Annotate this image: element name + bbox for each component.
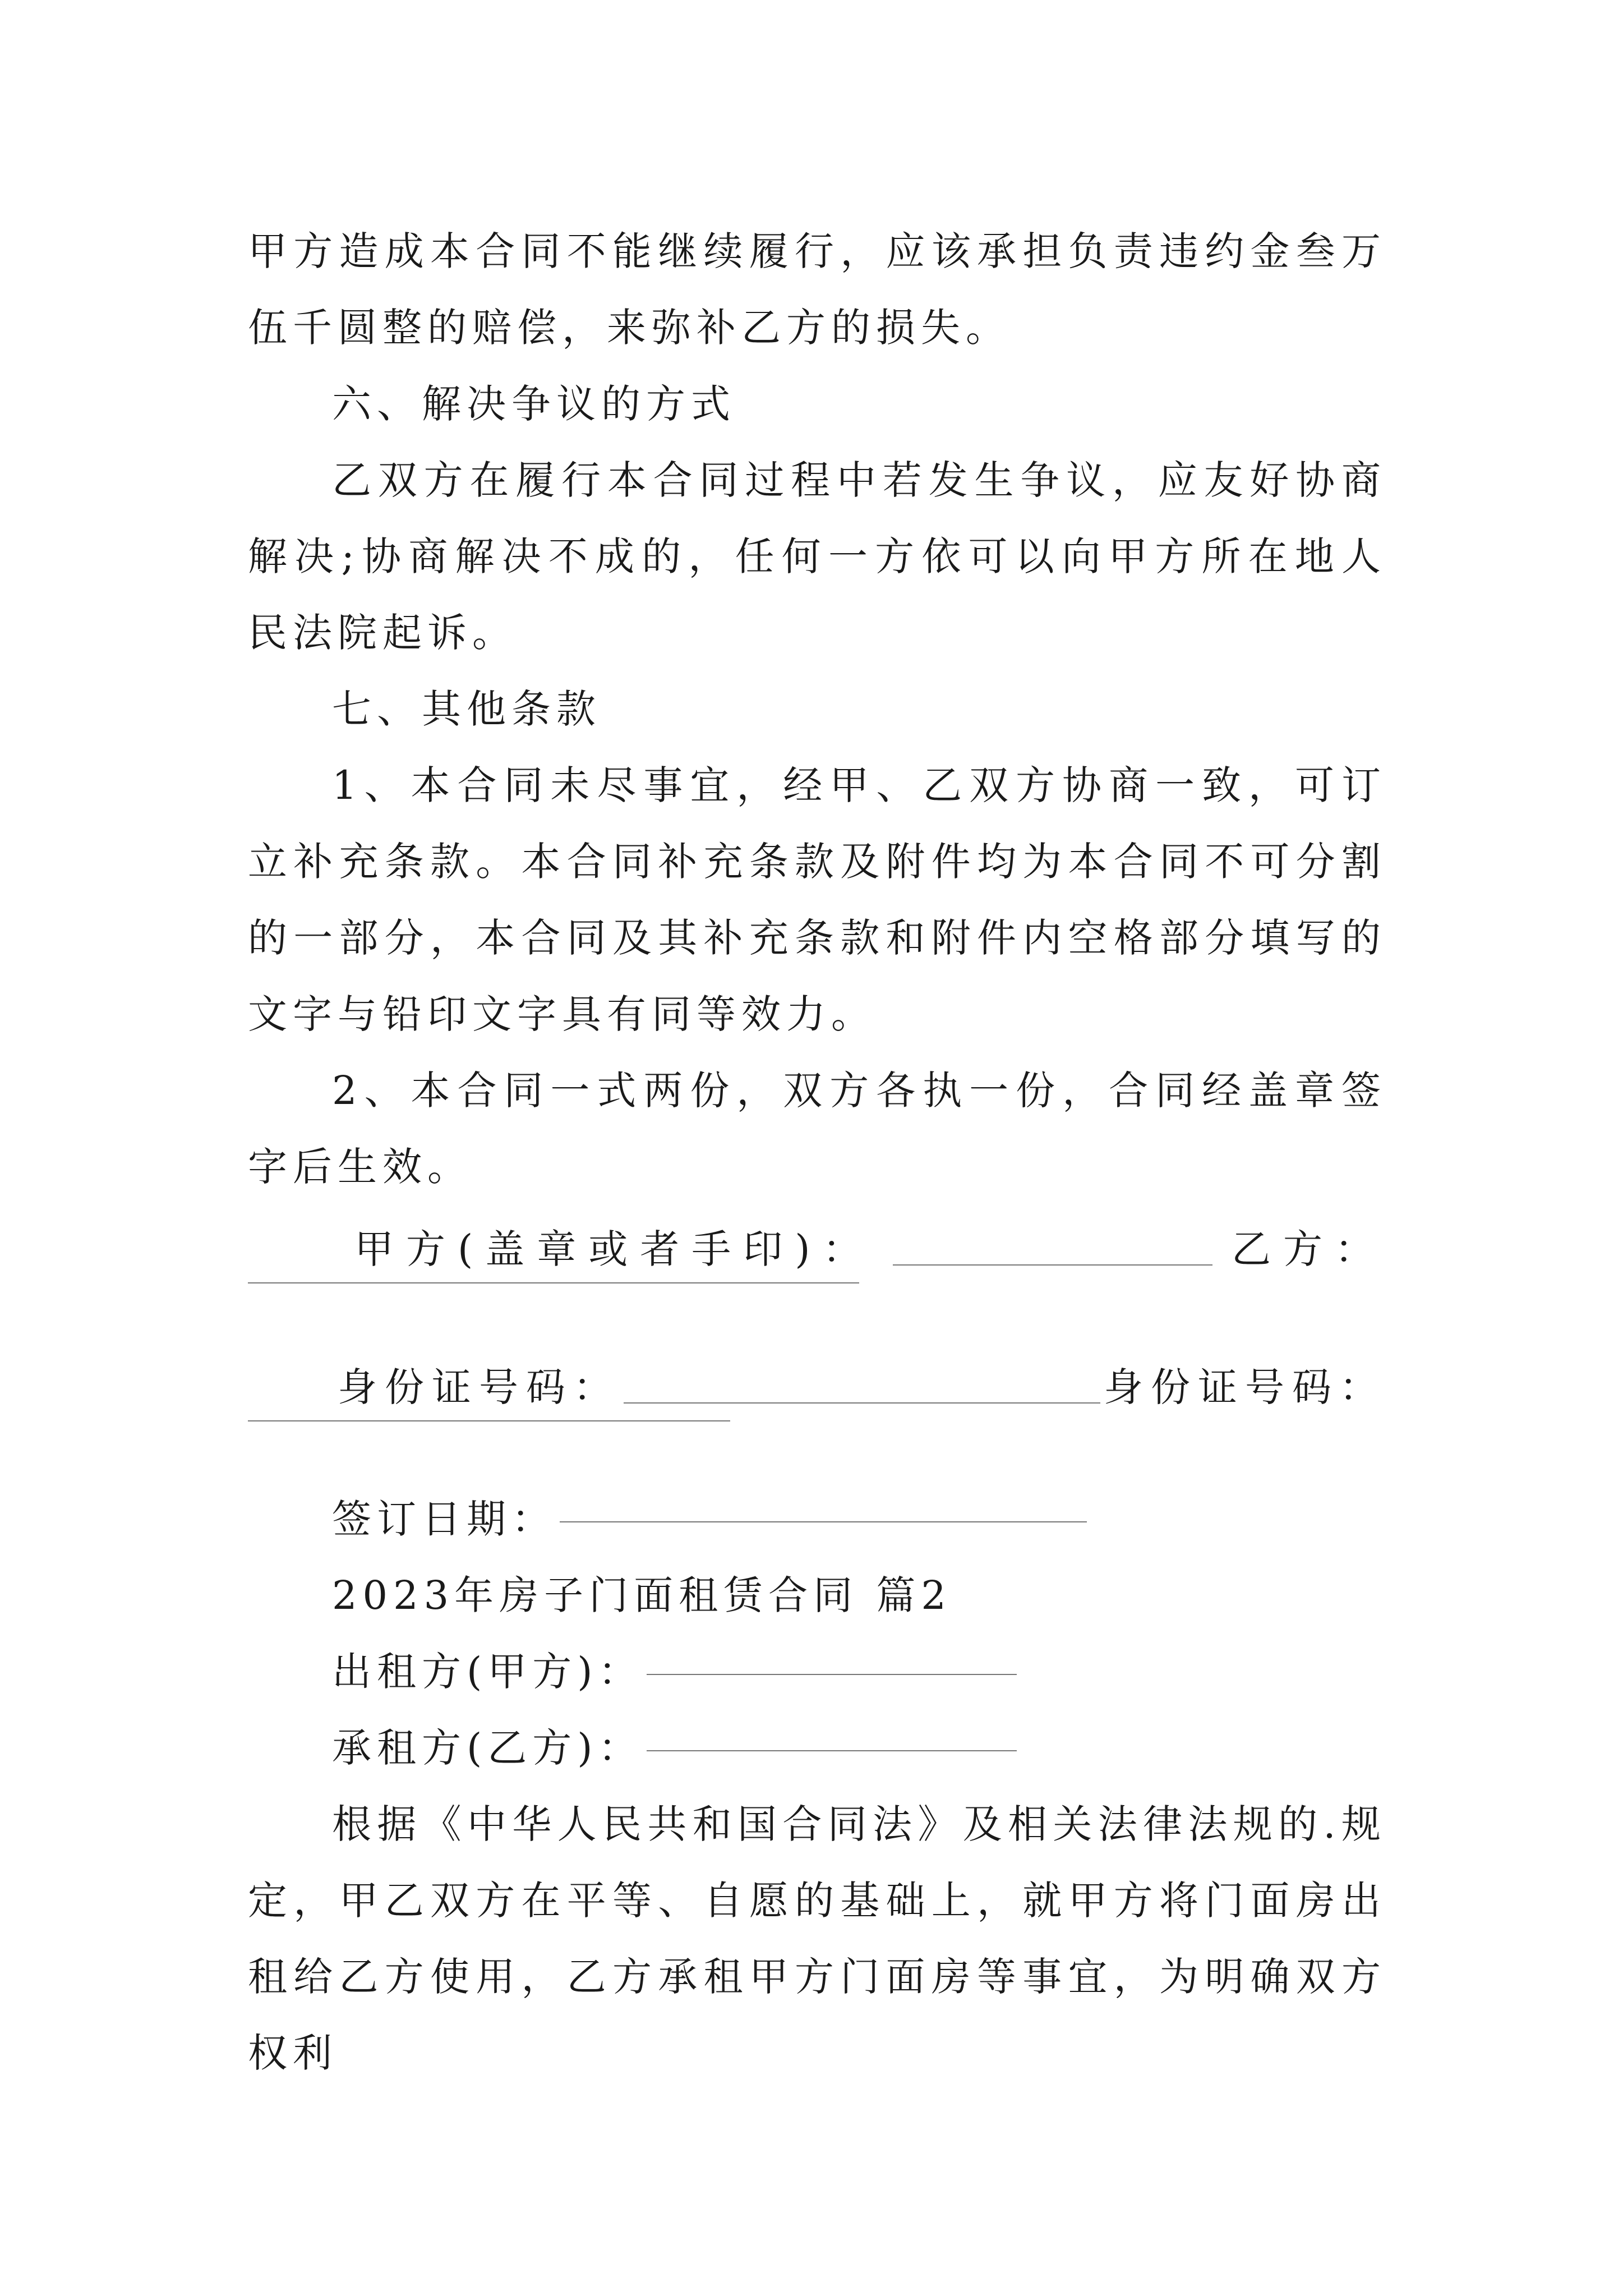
signing-date-row: [248, 1481, 1386, 1557]
heading-other-terms: 七、其他条款: [332, 686, 601, 732]
id-label-a: 身份证号码：: [338, 1364, 620, 1410]
party-b-blank-row: [248, 1281, 1386, 1343]
paragraph-copies: 2、本合同一式两份，双方各执一份，合同经盖章签字后生效。: [248, 1068, 1386, 1190]
signing-date-blank[interactable]: [560, 1517, 1087, 1522]
paragraph-penalty: 甲方造成本合同不能继续履行，应该承担负责违约金叁万伍千圆整的赔偿，来弥补乙方的损失。: [248, 228, 1386, 351]
lessee-row: [248, 1710, 1386, 1786]
heading-dispute-resolution: 六、解决争议的方式: [332, 381, 736, 427]
document-page: [248, 213, 1386, 2091]
lessee-blank[interactable]: [647, 1746, 1017, 1751]
signature-row-parties: [248, 1205, 1386, 1281]
lessor-label: 出租方(甲方)：: [332, 1649, 643, 1695]
party-b-label: 乙方：: [1232, 1226, 1386, 1272]
id-b-blank-row: [248, 1419, 1386, 1481]
id-b-blank[interactable]: [248, 1419, 730, 1421]
id-a-blank[interactable]: [624, 1398, 1100, 1404]
party-a-label: 甲方(盖章或者手印)：: [354, 1226, 874, 1272]
lessor-blank[interactable]: [647, 1669, 1017, 1675]
lessee-label: 承租方(乙方)：: [332, 1725, 643, 1771]
party-a-blank[interactable]: [893, 1260, 1212, 1266]
party-b-blank[interactable]: [248, 1281, 859, 1283]
section2-intro: 根据《中华人民共和国合同法》及相关法律法规的.规定，甲乙双方在平等、自愿的基础上，就甲方将门面房出租给乙方使用，乙方承租甲方门面房等事宜，为明确双方权利: [248, 1801, 1386, 2076]
section2-title: 2023年房子门面租赁合同 篇2: [332, 1572, 952, 1618]
paragraph-supplementary-terms: 1、本合同未尽事宜，经甲、乙双方协商一致，可订立补充条款。本合同补充条款及附件均为本合同不可分割的一部分，本合同及其补充条款和附件内空格部分填写的文字与铅印文字具有同等效力。: [248, 762, 1386, 1037]
id-label-b: 身份证号码：: [1104, 1364, 1386, 1410]
lessor-row: [248, 1634, 1386, 1710]
signing-date-label: 签订日期：: [332, 1496, 556, 1542]
signature-row-id: [248, 1343, 1386, 1419]
paragraph-dispute: 乙双方在履行本合同过程中若发生争议，应友好协商解决;协商解决不成的，任何一方依可以向甲方所在地人民法院起诉。: [248, 457, 1386, 656]
